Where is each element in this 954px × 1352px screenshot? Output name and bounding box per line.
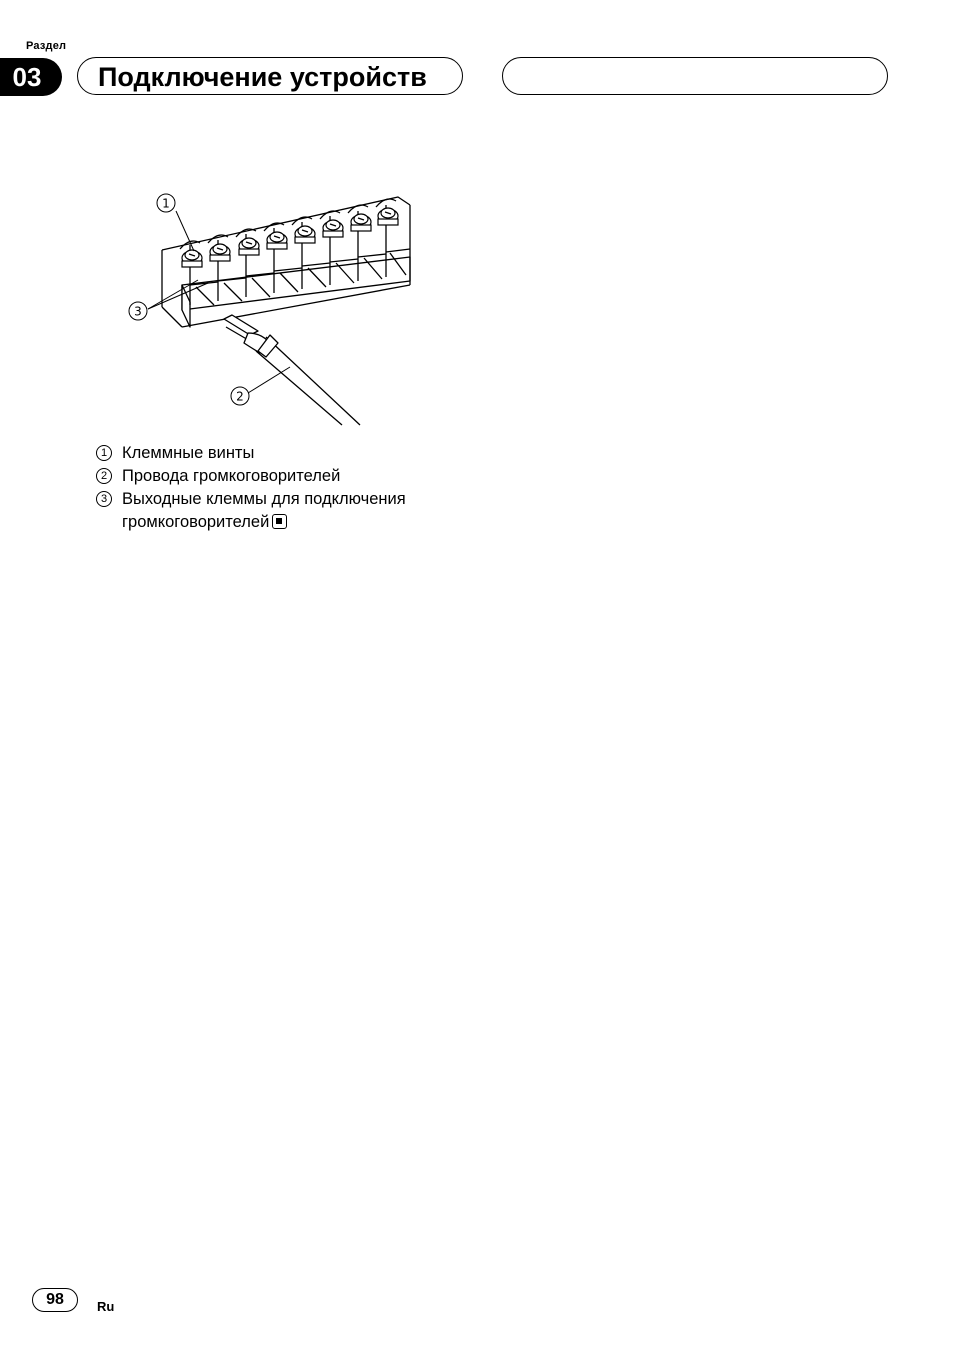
legend-marker: 2 xyxy=(96,468,112,484)
title-pill xyxy=(77,57,463,95)
legend-text: Провода громкоговорителей xyxy=(122,467,341,485)
section-label: Раздел xyxy=(26,40,67,52)
legend-item xyxy=(96,442,476,465)
terminal-block-figure xyxy=(120,185,440,435)
section-number-badge: 03 xyxy=(0,58,62,96)
end-of-section-icon xyxy=(272,514,287,529)
legend-marker: 1 xyxy=(96,445,112,461)
terminal-block-illustration xyxy=(120,185,440,435)
legend-text: Выходные клеммы для подключения громкоговорителей xyxy=(122,490,406,531)
page-number: 98 xyxy=(32,1288,78,1312)
empty-header-pill xyxy=(502,57,888,95)
language-code: Ru xyxy=(97,1299,115,1314)
callout-1: 1 xyxy=(162,196,170,211)
callout-3: 3 xyxy=(134,304,142,319)
legend-marker: 3 xyxy=(96,491,112,507)
callout-2: 2 xyxy=(236,389,244,404)
legend-item xyxy=(96,465,476,488)
legend-text: Клеммные винты xyxy=(122,444,255,462)
page-title: Подключение устройств xyxy=(98,62,427,92)
figure-legend xyxy=(96,442,476,534)
legend-item xyxy=(96,488,476,534)
